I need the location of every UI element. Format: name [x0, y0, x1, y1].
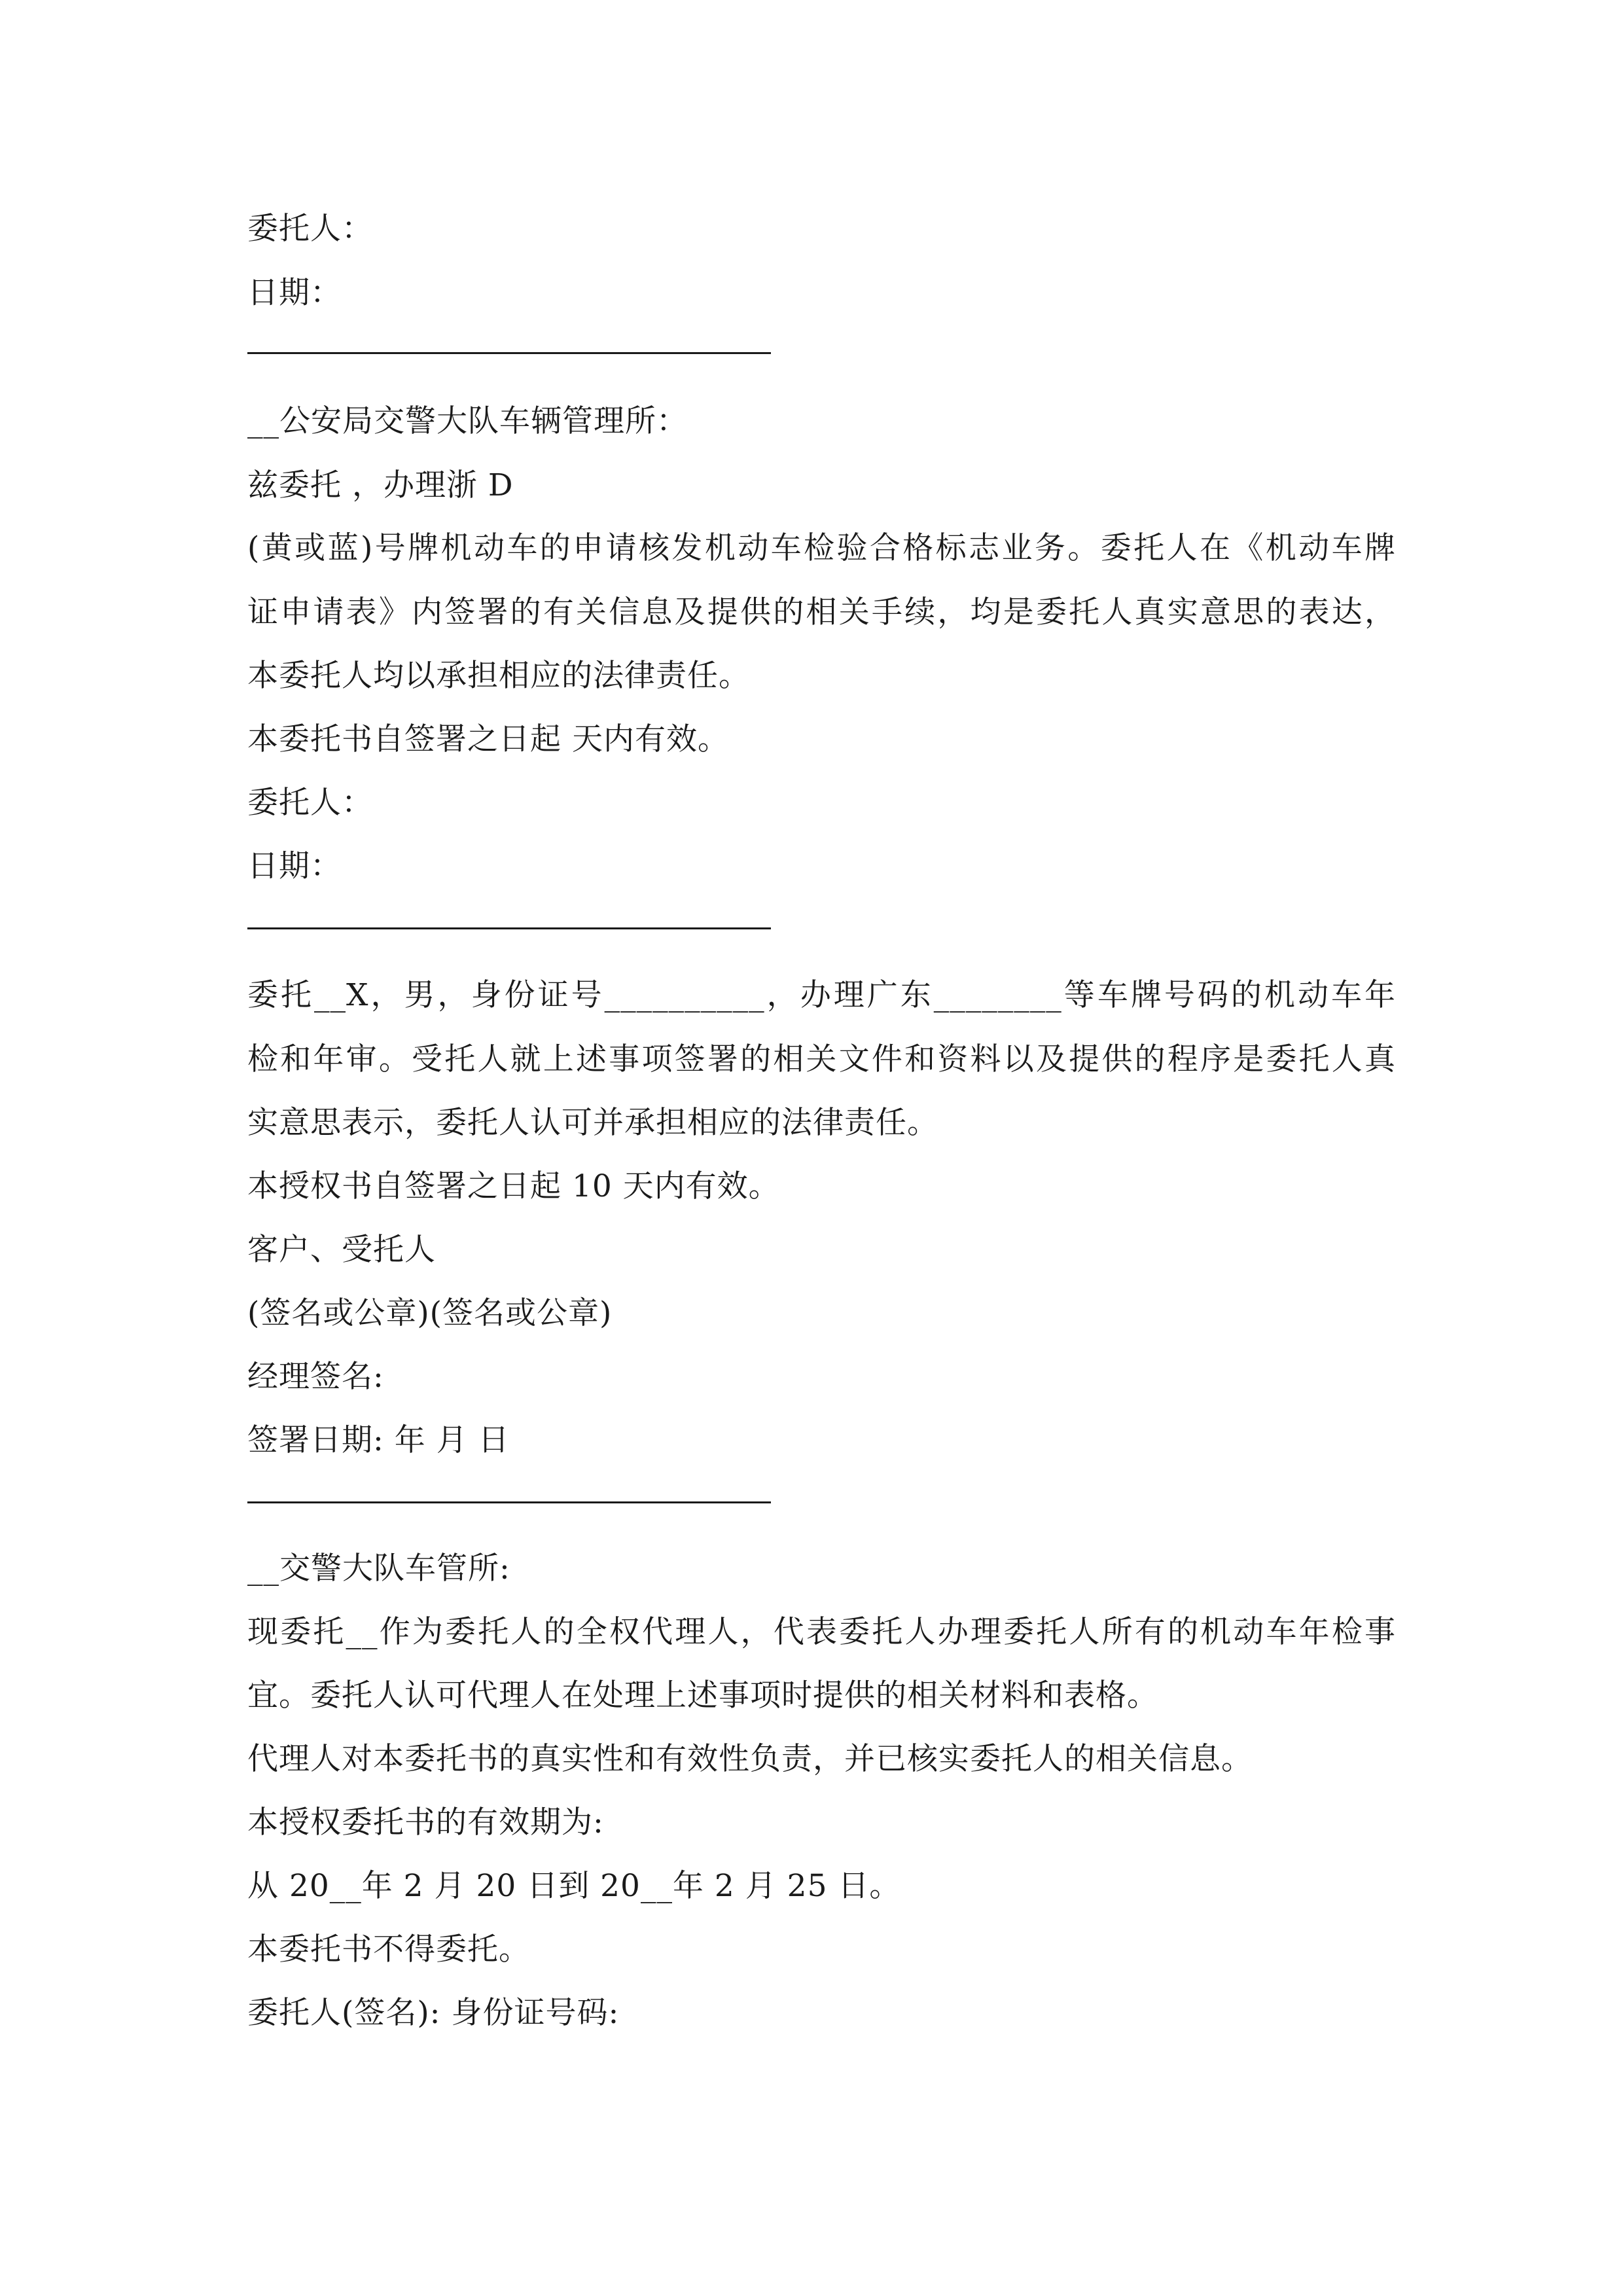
client-signature-label: 委托人(签名): 身份证号码: [247, 1995, 620, 2031]
addressee: __交警大队车管所: [247, 1551, 510, 1587]
paragraph-line: 证申请表》内签署的有关信息及提供的相关手续，均是委托人真实意思的表达， [247, 594, 1396, 630]
validity-period-label: 本授权委托书的有效期为: [247, 1804, 604, 1840]
date-label: 日期： [247, 848, 342, 884]
paragraph-line: 代理人对本委托书的真实性和有效性负责，并已核实委托人的相关信息。 [247, 1741, 1253, 1777]
paragraph-line: (黄或蓝)号牌机动车的申请核发机动车检验合格标志业务。委托人在《机动车牌 [247, 530, 1396, 566]
parties-label: 客户、受托人 [247, 1232, 436, 1268]
no-delegation-statement: 本委托书不得委托。 [247, 1931, 530, 1967]
paragraph-line: 兹委托 ，办理浙 D [247, 467, 514, 503]
validity-statement: 本委托书自签署之日起 天内有效。 [247, 721, 729, 757]
paragraph-line: 委托__X，男，身份证号__________，办理广东________等车牌号码的机动车年 [247, 977, 1396, 1013]
paragraph-line: 实意思表示，委托人认可并承担相应的法律责任。 [247, 1105, 938, 1141]
paragraph-line: 宜。委托人认可代理人在处理上述事项时提供的相关材料和表格。 [247, 1677, 1158, 1713]
date-label: 日期： [247, 275, 342, 311]
addressee: __公安局交警大队车辆管理所： [247, 403, 688, 439]
paragraph-line: 本委托人均以承担相应的法律责任。 [247, 658, 750, 694]
signing-date-label: 签署日期: 年 月 日 [247, 1422, 510, 1458]
client-label: 委托人： [247, 785, 373, 821]
validity-period: 从 20__年 2 月 20 日到 20__年 2 月 25 日。 [247, 1868, 901, 1904]
signature-labels: (签名或公章)(签名或公章) [247, 1295, 613, 1331]
client-label: 委托人： [247, 211, 373, 247]
section-divider [247, 1501, 771, 1503]
section-divider [247, 352, 771, 354]
paragraph-line: 检和年审。受托人就上述事项签署的相关文件和资料以及提供的程序是委托人真 [247, 1041, 1396, 1077]
manager-signature-label: 经理签名: [247, 1359, 384, 1395]
paragraph-line: 现委托__作为委托人的全权代理人，代表委托人办理委托人所有的机动车年检事 [247, 1614, 1396, 1650]
validity-statement: 本授权书自签署之日起 10 天内有效。 [247, 1168, 780, 1204]
section-divider [247, 927, 771, 929]
